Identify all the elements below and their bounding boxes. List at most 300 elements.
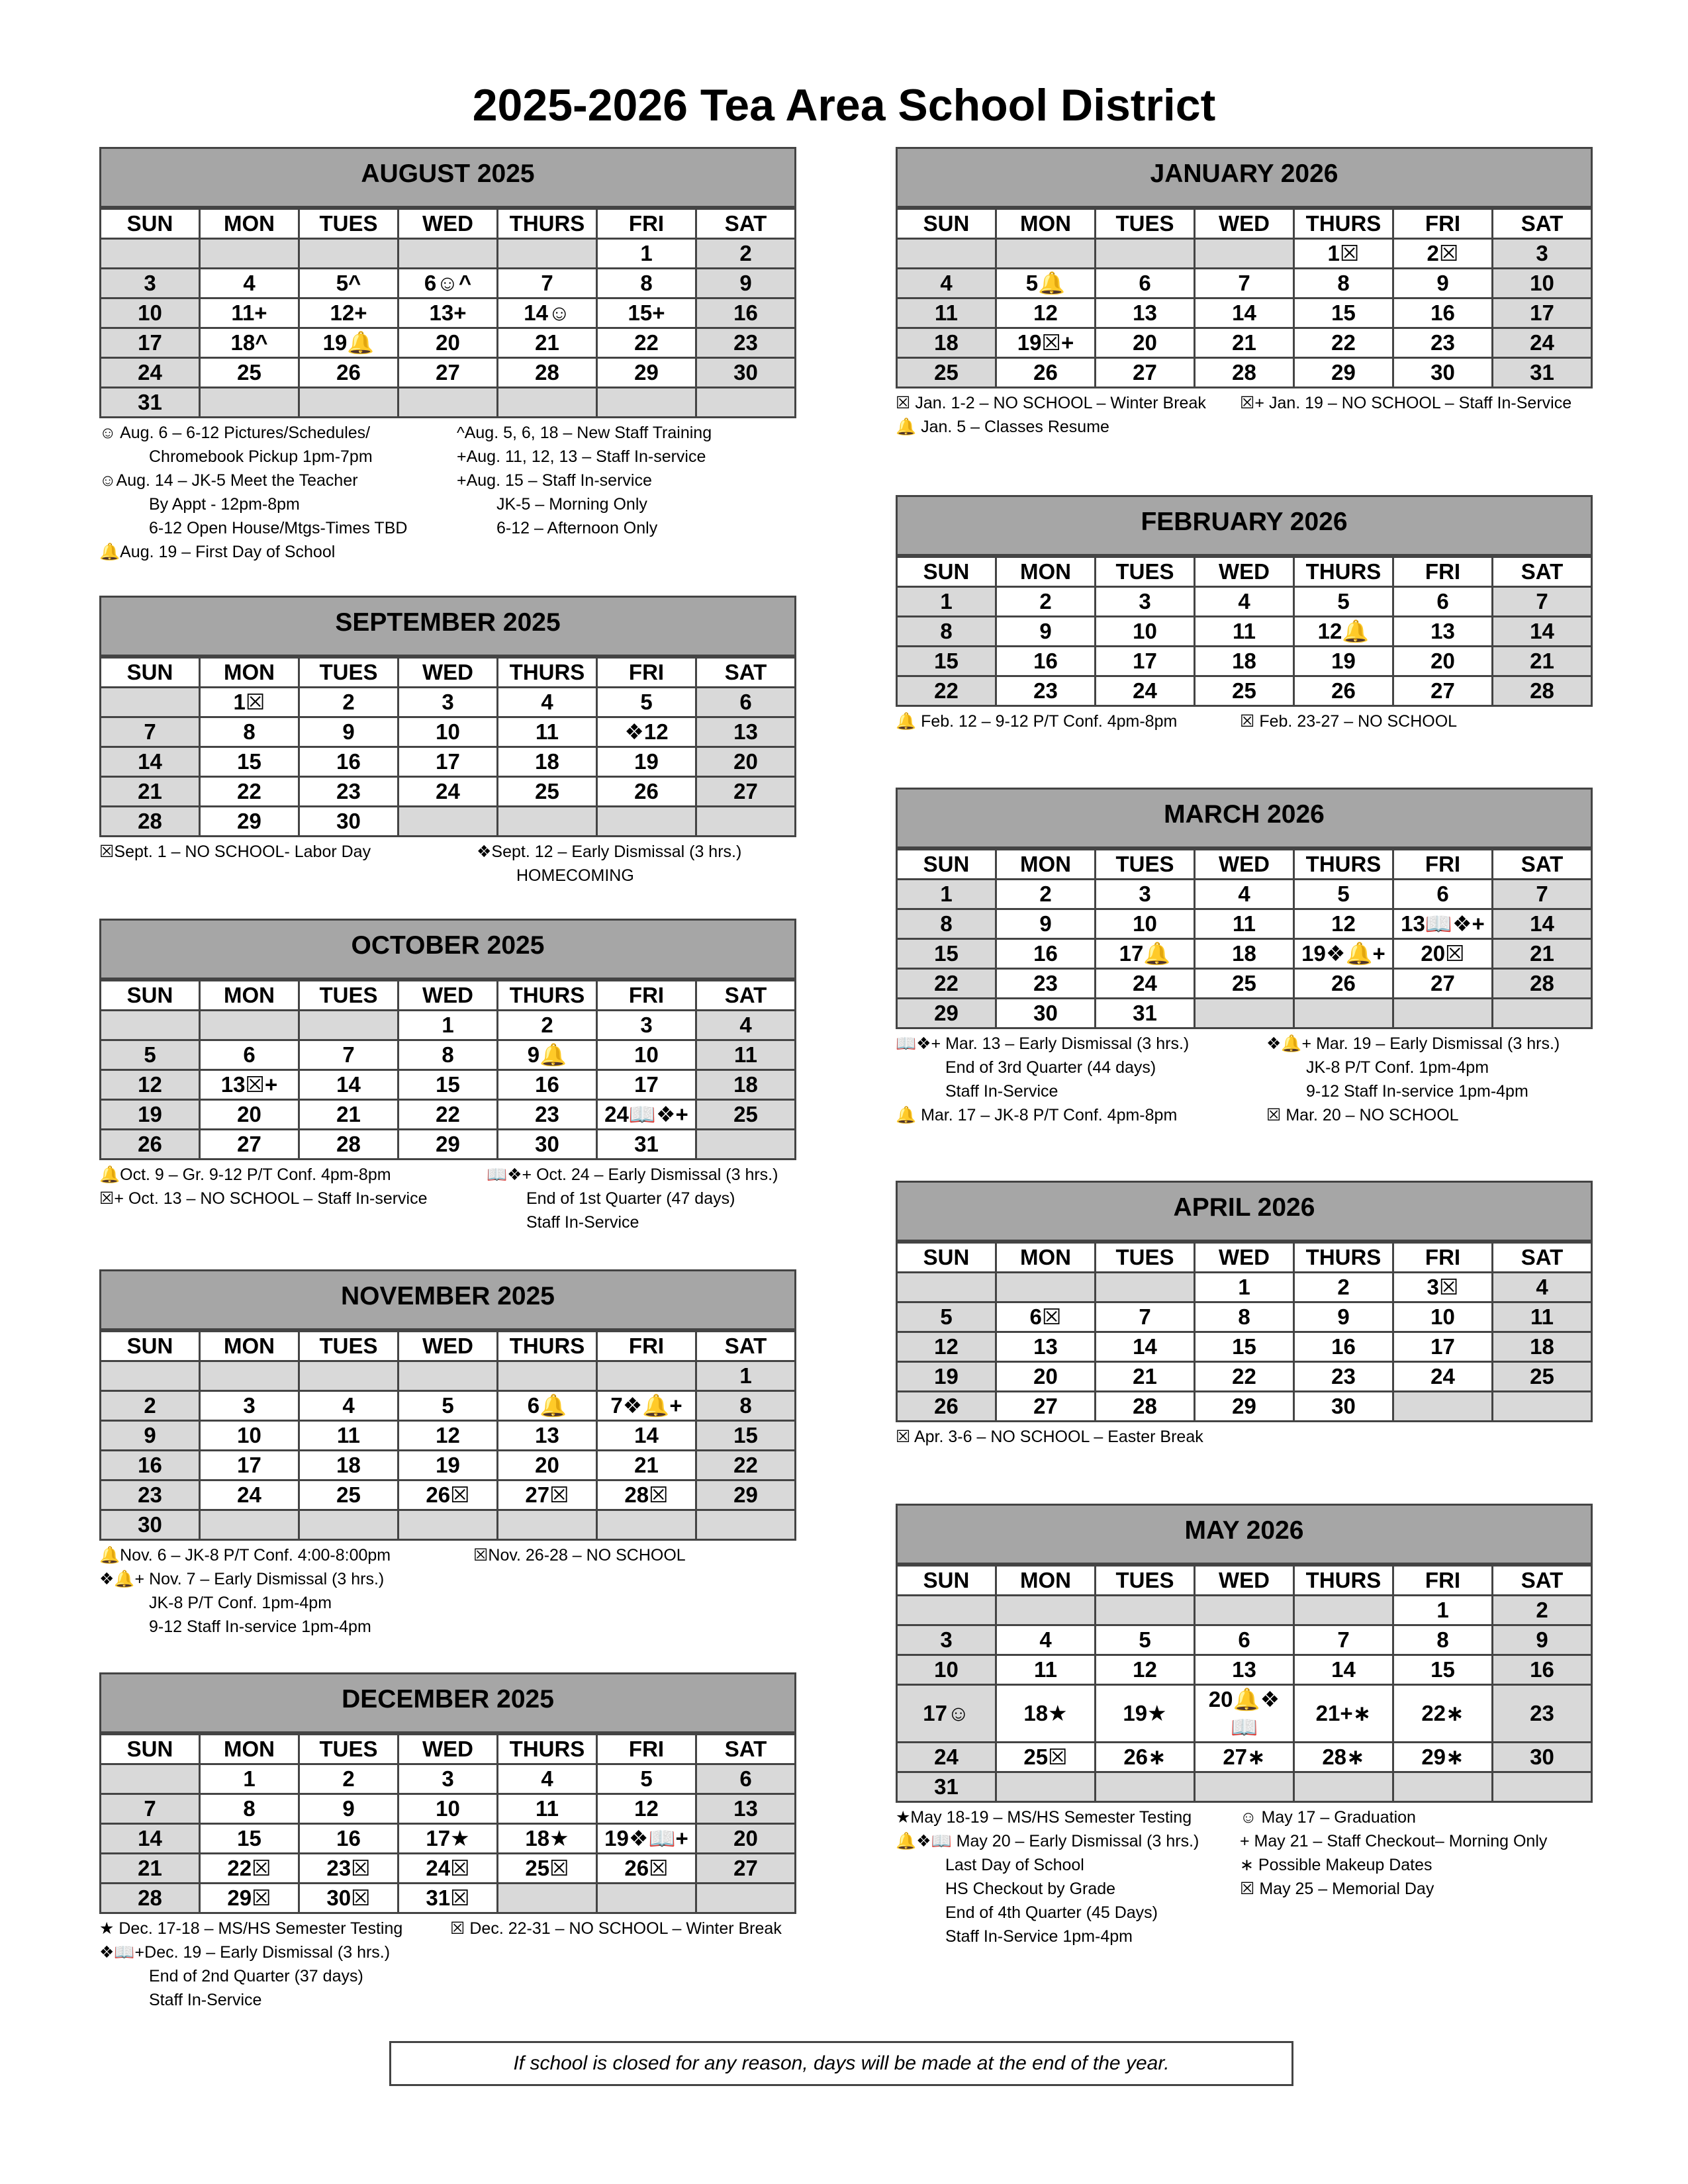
day-cell [399,807,498,837]
day-cell: 8 [897,909,996,939]
day-cell: 16 [996,647,1096,676]
day-cell [1493,1392,1592,1422]
day-cell: 19 [101,1100,200,1130]
day-cell: 13 [696,1794,796,1824]
note-line: ☺ May 17 – Graduation [1240,1808,1416,1827]
day-cell [897,1273,996,1302]
day-cell: 9 [299,1794,399,1824]
day-cell: 3 [597,1011,696,1040]
day-cell: 26∗ [1096,1743,1195,1772]
week-row [897,1625,1592,1655]
calendar-march [896,788,1593,1127]
day-cell: 26 [597,777,696,807]
day-cell: 19🔔 [299,328,399,358]
day-cell: 29☒ [200,1884,299,1913]
day-cell: 4 [696,1011,796,1040]
day-cell: 1 [597,239,696,269]
day-cell [101,1764,200,1794]
day-cell [996,1596,1096,1625]
weekday-header: FRI [597,981,696,1011]
month-grid [99,657,796,837]
day-cell: 11 [996,1655,1096,1685]
month-notes [896,1803,1593,1948]
week-row [101,1100,796,1130]
day-cell [696,388,796,418]
month-title: DECEMBER 2025 [99,1672,796,1733]
day-cell: 29 [597,358,696,388]
day-cell: 11 [1195,909,1294,939]
note-line: 🔔Oct. 9 – Gr. 9-12 P/T Conf. 4pm-8pm [99,1165,391,1184]
day-cell: 4 [299,1391,399,1421]
day-cell [897,1596,996,1625]
week-row [897,1273,1592,1302]
day-cell: 27 [1393,969,1493,999]
day-cell: 6 [1096,269,1195,298]
note-line: Chromebook Pickup 1pm-7pm [149,447,373,466]
weekday-header: SAT [1493,1243,1592,1273]
day-cell: 13 [696,717,796,747]
weekday-header: THURS [498,209,597,239]
day-cell: 25 [1195,969,1294,999]
day-cell: 14 [299,1070,399,1100]
day-cell: 29 [1195,1392,1294,1422]
day-cell [1493,999,1592,1028]
day-cell: 14 [1195,298,1294,328]
day-cell [200,388,299,418]
month-notes [99,837,796,887]
day-cell [996,239,1096,269]
day-cell: 20 [696,747,796,777]
day-cell [1294,1772,1393,1802]
week-row [101,1451,796,1480]
note-line: JK-8 P/T Conf. 1pm-4pm [1306,1058,1489,1077]
week-row [101,1040,796,1070]
day-cell: ❖12 [597,717,696,747]
day-cell [200,1361,299,1391]
day-cell: 2 [996,587,1096,617]
month-notes [896,388,1593,439]
day-cell: 12+ [299,298,399,328]
day-cell: 29 [897,999,996,1028]
day-cell: 30☒ [299,1884,399,1913]
day-cell [101,1361,200,1391]
week-row [897,969,1592,999]
day-cell: 16 [299,747,399,777]
day-cell: 24 [200,1480,299,1510]
day-cell: 14 [101,747,200,777]
day-cell: 8 [1195,1302,1294,1332]
day-cell: 17 [597,1070,696,1100]
day-cell: 14 [101,1824,200,1854]
day-cell: 5 [897,1302,996,1332]
day-cell: 4 [200,269,299,298]
day-cell: 7 [1096,1302,1195,1332]
day-cell: 4 [498,688,597,717]
month-title: JANUARY 2026 [896,147,1593,208]
week-row [101,1480,796,1510]
weekday-header: WED [399,209,498,239]
day-cell: 10 [1493,269,1592,298]
day-cell: 16 [1393,298,1493,328]
weekday-header: SAT [696,658,796,688]
day-cell: 3 [1493,239,1592,269]
day-cell: 12 [597,1794,696,1824]
day-cell: 3 [1096,880,1195,909]
note-line: End of 2nd Quarter (37 days) [149,1967,363,1985]
day-cell: 24 [101,358,200,388]
note-line: JK-5 – Morning Only [496,495,647,514]
note-line: HOMECOMING [516,866,634,885]
day-cell: 15 [399,1070,498,1100]
day-cell: 7 [1294,1625,1393,1655]
day-cell: 6 [696,1764,796,1794]
day-cell: 24 [1096,969,1195,999]
day-cell: 4 [498,1764,597,1794]
day-cell: 3 [897,1625,996,1655]
note-line: ∗ Possible Makeup Dates [1240,1856,1432,1874]
day-cell: 20 [1393,647,1493,676]
day-cell: 22 [897,969,996,999]
day-cell: 25 [696,1100,796,1130]
weekday-header: MON [200,209,299,239]
day-cell [897,239,996,269]
day-cell: 9 [299,717,399,747]
week-row [101,328,796,358]
note-line: 6-12 Open House/Mtgs-Times TBD [149,519,408,537]
day-cell: 27 [1393,676,1493,706]
day-cell: 8 [1393,1625,1493,1655]
week-row [897,1685,1592,1743]
week-row [897,1655,1592,1685]
day-cell: 15+ [597,298,696,328]
day-cell: 8 [1294,269,1393,298]
day-cell: 8 [696,1391,796,1421]
month-grid [896,1565,1593,1803]
day-cell: 8 [200,1794,299,1824]
week-row [897,1392,1592,1422]
calendar-november [99,1269,796,1639]
week-row [897,358,1592,388]
weekday-header: TUES [299,1735,399,1764]
day-cell: 15 [1195,1332,1294,1362]
note-line: 🔔 Feb. 12 – 9-12 P/T Conf. 4pm-8pm [896,712,1178,731]
note-line: By Appt - 12pm-8pm [149,495,300,514]
note-line: Last Day of School [945,1856,1084,1874]
weekday-header: FRI [1393,1566,1493,1596]
day-cell: 19 [897,1362,996,1392]
weekday-header: MON [200,658,299,688]
note-line: ☺Aug. 14 – JK-5 Meet the Teacher [99,471,358,490]
day-cell: 10 [597,1040,696,1070]
month-title: OCTOBER 2025 [99,919,796,979]
calendar-september [99,596,796,887]
day-cell: 20 [696,1824,796,1854]
day-cell: 26 [897,1392,996,1422]
week-row [897,1302,1592,1332]
month-grid [896,848,1593,1029]
day-cell: 15 [200,1824,299,1854]
month-title: MAY 2026 [896,1504,1593,1565]
note-line: 🔔 Jan. 5 – Classes Resume [896,418,1109,436]
week-row [101,807,796,837]
day-cell: 13+ [399,298,498,328]
note-line: 9-12 Staff In-service 1pm-4pm [1306,1082,1528,1101]
day-cell [1493,1772,1592,1802]
day-cell: 1☒ [200,688,299,717]
day-cell [696,1130,796,1160]
day-cell [1294,999,1393,1028]
week-row [101,1510,796,1540]
day-cell: 30 [1294,1392,1393,1422]
day-cell: 6☺^ [399,269,498,298]
makeup-days-notice: If school is closed for any reason, days will be made at the end of the year. [389,2041,1293,2086]
note-line: ☒ May 25 – Memorial Day [1240,1880,1434,1898]
week-row [101,747,796,777]
note-line: ❖🔔+ Mar. 19 – Early Dismissal (3 hrs.) [1266,1034,1560,1053]
day-cell [299,239,399,269]
day-cell: 29∗ [1393,1743,1493,1772]
day-cell: 30 [1493,1743,1592,1772]
weekday-header: THURS [498,1735,597,1764]
weekday-header: TUES [299,1332,399,1361]
note-line: Staff In-Service 1pm-4pm [945,1927,1133,1946]
day-cell: 23 [299,777,399,807]
month-title: FEBRUARY 2026 [896,495,1593,556]
day-cell: 22 [399,1100,498,1130]
day-cell: 5 [597,688,696,717]
weekday-header: SUN [101,209,200,239]
day-cell [597,1884,696,1913]
weekday-header: THURS [1294,557,1393,587]
day-cell: 21 [1493,939,1592,969]
week-row [897,909,1592,939]
weekday-header: WED [1195,557,1294,587]
day-cell [399,388,498,418]
day-cell: 18 [498,747,597,777]
day-cell: 22 [1294,328,1393,358]
day-cell: 25☒ [498,1854,597,1884]
note-line: End of 3rd Quarter (44 days) [945,1058,1156,1077]
weekday-header: SAT [1493,850,1592,880]
day-cell: 28 [101,1884,200,1913]
day-cell: 27☒ [498,1480,597,1510]
weekday-header: TUES [1096,850,1195,880]
day-cell: 10 [1393,1302,1493,1332]
week-row [101,717,796,747]
day-cell: 25 [897,358,996,388]
day-cell [498,388,597,418]
weekday-header: SUN [897,850,996,880]
week-row [897,647,1592,676]
day-cell: 10 [897,1655,996,1685]
weekday-header: SUN [897,557,996,587]
note-line: 🔔❖📖 May 20 – Early Dismissal (3 hrs.) [896,1832,1199,1850]
day-cell: 22 [597,328,696,358]
week-row [101,1764,796,1794]
note-line: End of 1st Quarter (47 days) [526,1189,735,1208]
day-cell: 21 [1493,647,1592,676]
day-cell: 30 [996,999,1096,1028]
day-cell [498,1510,597,1540]
day-cell: 17★ [399,1824,498,1854]
weekday-header: SAT [696,1332,796,1361]
week-row [101,688,796,717]
weekday-header: SUN [101,1332,200,1361]
month-title: SEPTEMBER 2025 [99,596,796,657]
day-cell: 24 [1393,1362,1493,1392]
week-row [101,1421,796,1451]
day-cell [1195,999,1294,1028]
day-cell: 20🔔❖📖 [1195,1685,1294,1743]
day-cell: 1 [897,880,996,909]
day-cell: 4 [1493,1273,1592,1302]
day-cell [1195,1772,1294,1802]
weekday-header: THURS [1294,209,1393,239]
day-cell [498,1884,597,1913]
day-cell [696,1510,796,1540]
day-cell: 30 [498,1130,597,1160]
day-cell: 15 [1393,1655,1493,1685]
day-cell: 11+ [200,298,299,328]
day-cell: 12 [101,1070,200,1100]
day-cell: 23 [996,969,1096,999]
day-cell: 23 [101,1480,200,1510]
day-cell: 1 [1195,1273,1294,1302]
month-notes [99,418,796,564]
day-cell [597,388,696,418]
day-cell: 3 [101,269,200,298]
day-cell: 31 [1493,358,1592,388]
note-line: JK-8 P/T Conf. 1pm-4pm [149,1594,332,1612]
day-cell: 24 [1493,328,1592,358]
day-cell: 28☒ [597,1480,696,1510]
day-cell [696,1884,796,1913]
day-cell [399,239,498,269]
day-cell: 16 [696,298,796,328]
note-line: ☒+ Oct. 13 – NO SCHOOL – Staff In-service [99,1189,428,1208]
calendar-may [896,1504,1593,1948]
day-cell: 4 [1195,880,1294,909]
day-cell [101,1011,200,1040]
weekday-header: TUES [299,209,399,239]
day-cell: 24 [399,777,498,807]
day-cell: 26 [1294,676,1393,706]
day-cell: 5🔔 [996,269,1096,298]
weekday-header: WED [399,981,498,1011]
day-cell: 1 [399,1011,498,1040]
weekday-header: TUES [299,658,399,688]
week-row [897,939,1592,969]
weekday-header: FRI [597,658,696,688]
day-cell: 26 [101,1130,200,1160]
day-cell: 24☒ [399,1854,498,1884]
note-line: ☒Nov. 26-28 – NO SCHOOL [473,1546,686,1565]
day-cell [200,239,299,269]
day-cell: 30 [1393,358,1493,388]
day-cell: 8 [200,717,299,747]
weekday-header: MON [996,850,1096,880]
calendar-december [99,1672,796,2012]
day-cell: 3 [200,1391,299,1421]
day-cell: 16 [1493,1655,1592,1685]
day-cell: 1 [696,1361,796,1391]
day-cell: 27 [996,1392,1096,1422]
day-cell: 2 [498,1011,597,1040]
day-cell: 15 [897,647,996,676]
month-grid [99,208,796,418]
month-grid [99,1733,796,1914]
day-cell: 11 [498,1794,597,1824]
month-title: AUGUST 2025 [99,147,796,208]
month-grid [99,979,796,1160]
weekday-header: TUES [1096,1243,1195,1273]
note-line: +Aug. 15 – Staff In-service [457,471,652,490]
day-cell [299,1361,399,1391]
day-cell: 2 [1294,1273,1393,1302]
day-cell [1393,999,1493,1028]
weekday-header: WED [1195,1243,1294,1273]
note-line: Staff In-Service [945,1082,1058,1101]
weekday-header: THURS [1294,1243,1393,1273]
day-cell: 16 [299,1824,399,1854]
day-cell: 11 [1493,1302,1592,1332]
day-cell: 12 [399,1421,498,1451]
day-cell: 2 [996,880,1096,909]
week-row [897,880,1592,909]
day-cell [996,1273,1096,1302]
day-cell: 18 [299,1451,399,1480]
day-cell: 6 [200,1040,299,1070]
day-cell: 18 [1493,1332,1592,1362]
weekday-header: SUN [101,658,200,688]
day-cell: 19❖📖+ [597,1824,696,1854]
day-cell: 14 [1294,1655,1393,1685]
week-row [101,1070,796,1100]
weekday-header: SAT [1493,1566,1592,1596]
day-cell: 15 [696,1421,796,1451]
weekday-header: FRI [597,1332,696,1361]
day-cell: 14☺ [498,298,597,328]
day-cell: 1☒ [1294,239,1393,269]
day-cell [996,1772,1096,1802]
day-cell: 12 [996,298,1096,328]
week-row [101,1130,796,1160]
weekday-header: SUN [897,1243,996,1273]
day-cell: 11 [897,298,996,328]
day-cell: 15 [1294,298,1393,328]
day-cell: 28 [299,1130,399,1160]
day-cell: 16 [1294,1332,1393,1362]
note-line: 6-12 – Afternoon Only [496,519,658,537]
weekday-header: TUES [1096,209,1195,239]
day-cell: 10 [399,717,498,747]
day-cell: 7 [498,269,597,298]
day-cell: 7 [1195,269,1294,298]
month-notes [99,1914,796,2012]
weekday-header: TUES [1096,557,1195,587]
note-line: ❖Sept. 12 – Early Dismissal (3 hrs.) [477,842,742,861]
note-line: 🔔Aug. 19 – First Day of School [99,543,336,561]
day-cell: 21 [1096,1362,1195,1392]
day-cell: 28 [498,358,597,388]
day-cell: 4 [1195,587,1294,617]
week-row [101,777,796,807]
weekday-header: FRI [1393,850,1493,880]
day-cell: 21 [299,1100,399,1130]
day-cell: 6 [1195,1625,1294,1655]
day-cell: 22∗ [1393,1685,1493,1743]
day-cell: 3 [399,1764,498,1794]
